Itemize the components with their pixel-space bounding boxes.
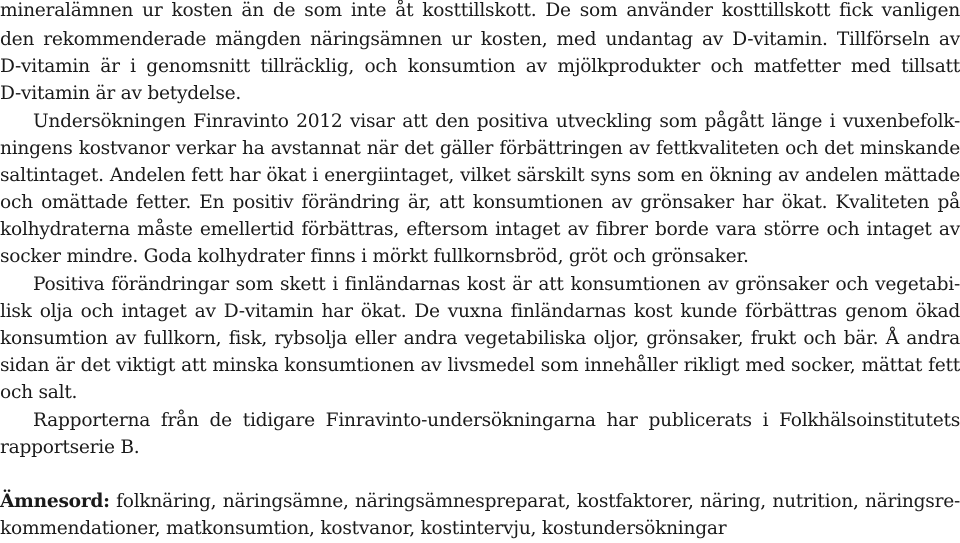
paragraph-4-line-2: rapportserie B. — [0, 437, 140, 458]
paragraph-1-line-2: den rekommenderade mängden näringsämnen ur kosten, med undantag av D-vitamin. Tillförseln av — [0, 29, 960, 50]
paragraph-1-line-1: mineralämnen ur kosten än de som inte åt kosttillskott. De som använder kosttillskott fick vanligen — [0, 0, 960, 21]
keywords-line-1 — [0, 487, 960, 516]
paragraph-3-line-3: konsumtion av fullkorn, fisk, rybsolja eller andra vegetabiliska oljor, grönsaker, frukt och bär. Å andra — [0, 328, 960, 349]
paragraph-3-line-2: lisk olja och intaget av D-vitamin har ökat. De vuxna finländarnas kost kunde förbättras genom ökad — [0, 301, 960, 322]
keywords-line-2: kommendationer, matkonsumtion, kostvanor, kostintervju, kostundersökningar — [0, 518, 727, 539]
paragraph-2-line-2: ningens kostvanor verkar ha avstannat när det gäller förbättringen av fettkvaliteten och det minskande — [0, 138, 960, 159]
paragraph-2-line-1: Undersökningen Finravinto 2012 visar att den positiva utveckling som pågått länge i vuxenbefolk- — [33, 111, 960, 132]
keywords-text-1: folknäring, näringsämne, näringsämnespreparat, kostfaktorer, näring, nutrition, näringsre- — [109, 491, 960, 512]
paragraph-3-line-1: Positiva förändringar som skett i finländarnas kost är att konsumtionen av grönsaker och vegetabi- — [33, 274, 960, 295]
paragraph-1-line-4: D-vitamin är av betydelse. — [0, 83, 242, 104]
paragraph-2-line-3: saltintaget. Andelen fett har ökat i energiintaget, vilket särskilt syns som en ökning av andelen mättade — [0, 165, 960, 186]
keywords-label: Ämnesord: — [0, 491, 110, 512]
paragraph-2-line-6: socker mindre. Goda kolhydrater finns i mörkt fullkornsbröd, gröt och grönsaker. — [0, 246, 749, 267]
paragraph-2-line-5: kolhydraterna måste emellertid förbättras, eftersom intaget av fibrer borde vara större och intaget av — [0, 219, 960, 240]
paragraph-1-line-3: D-vitamin är i genomsnitt tillräcklig, och konsumtion av mjölkprodukter och matfetter med tillsatt — [0, 56, 960, 77]
paragraph-3-line-5: och salt. — [0, 382, 78, 403]
paragraph-4-line-1: Rapporterna från de tidigare Finravinto-undersökningarna har publicerats i Folkhälsoinstitutets — [33, 410, 960, 431]
paragraph-3-line-4: sidan är det viktigt att minska konsumtionen av livsmedel som innehåller rikligt med socker, mättat fett — [0, 355, 960, 376]
paragraph-2-line-4: och omättade fetter. En positiv förändring är, att konsumtionen av grönsaker har ökat. Kvaliteten på — [0, 192, 960, 213]
